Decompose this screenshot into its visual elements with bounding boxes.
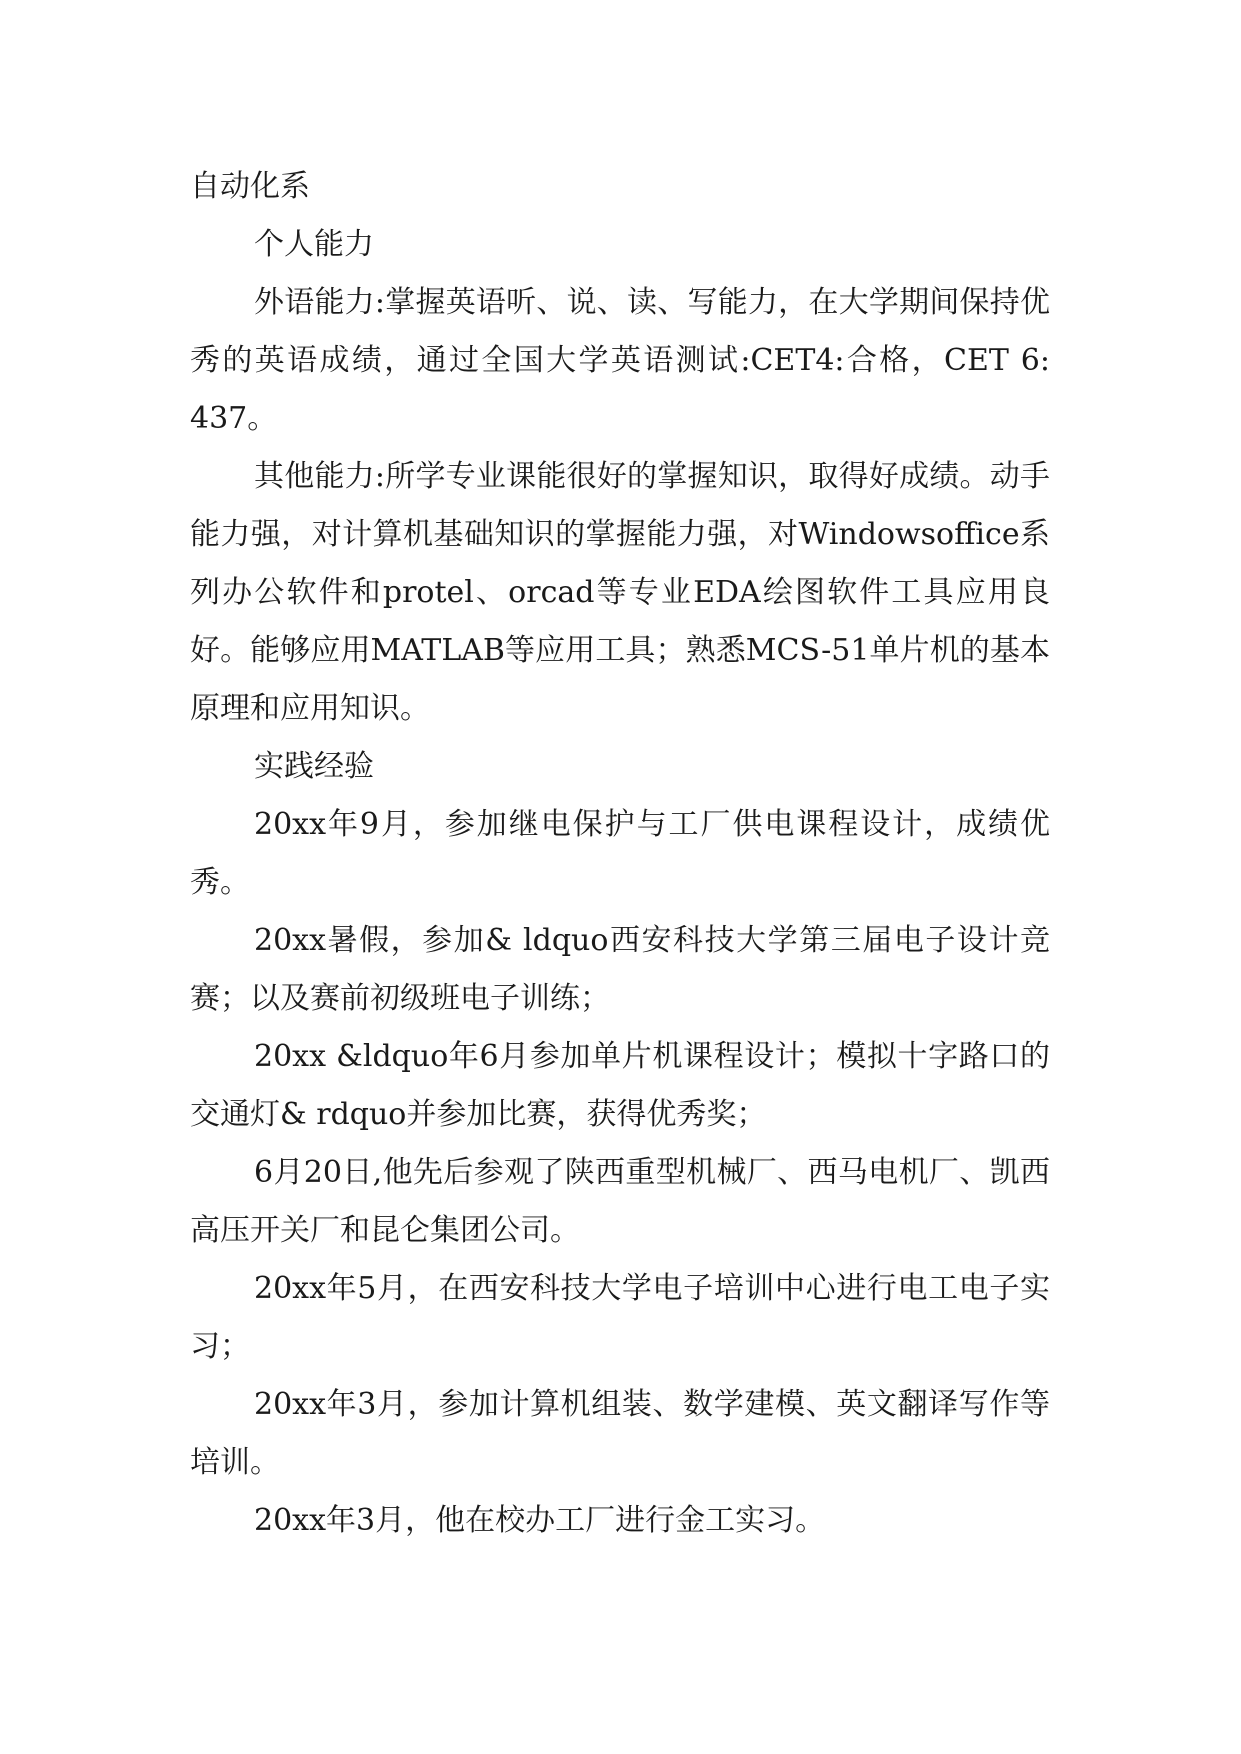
department-title: 自动化系 <box>190 169 310 204</box>
section-heading-abilities: 个人能力 <box>254 227 374 262</box>
paragraph-experience-item: 20xx暑假，参加& ldquo西安科技大学第三届电子设计竞赛；以及赛前初级班电子训练； <box>190 923 1050 1016</box>
paragraph-experience-item: 20xx &ldquo年6月参加单片机课程设计；模拟十字路口的交通灯& rdquo并参加比赛，获得优秀奖； <box>190 1039 1050 1132</box>
paragraph-experience-item: 20xx年9月，参加继电保护与工厂供电课程设计，成绩优秀。 <box>190 807 1050 900</box>
paragraph-language-ability: 外语能力:掌握英语听、说、读、写能力，在大学期间保持优秀的英语成绩，通过全国大学英语测试:CET4:合格，CET 6: 437。 <box>190 285 1050 436</box>
paragraph-experience-item: 20xx年3月，他在校办工厂进行金工实习。 <box>254 1503 826 1538</box>
document-body <box>190 158 1050 1550</box>
paragraph-experience-item: 6月20日,他先后参观了陕西重型机械厂、西马电机厂、凯西高压开关厂和昆仑集团公司。 <box>190 1155 1050 1248</box>
section-heading-experience: 实践经验 <box>254 749 374 784</box>
paragraph-experience-item: 20xx年3月，参加计算机组装、数学建模、英文翻译写作等培训。 <box>190 1387 1050 1480</box>
paragraph-other-ability: 其他能力:所学专业课能很好的掌握知识，取得好成绩。动手能力强，对计算机基础知识的掌握能力强，对Windowsoffice系列办公软件和protel、orcad等专业EDA绘图软件工具应用良好。能够应用MATLAB等应用工具；熟悉MCS-51单片机的基本原理和应用知识。 <box>190 459 1050 726</box>
paragraph-experience-item: 20xx年5月，在西安科技大学电子培训中心进行电工电子实习； <box>190 1271 1050 1364</box>
